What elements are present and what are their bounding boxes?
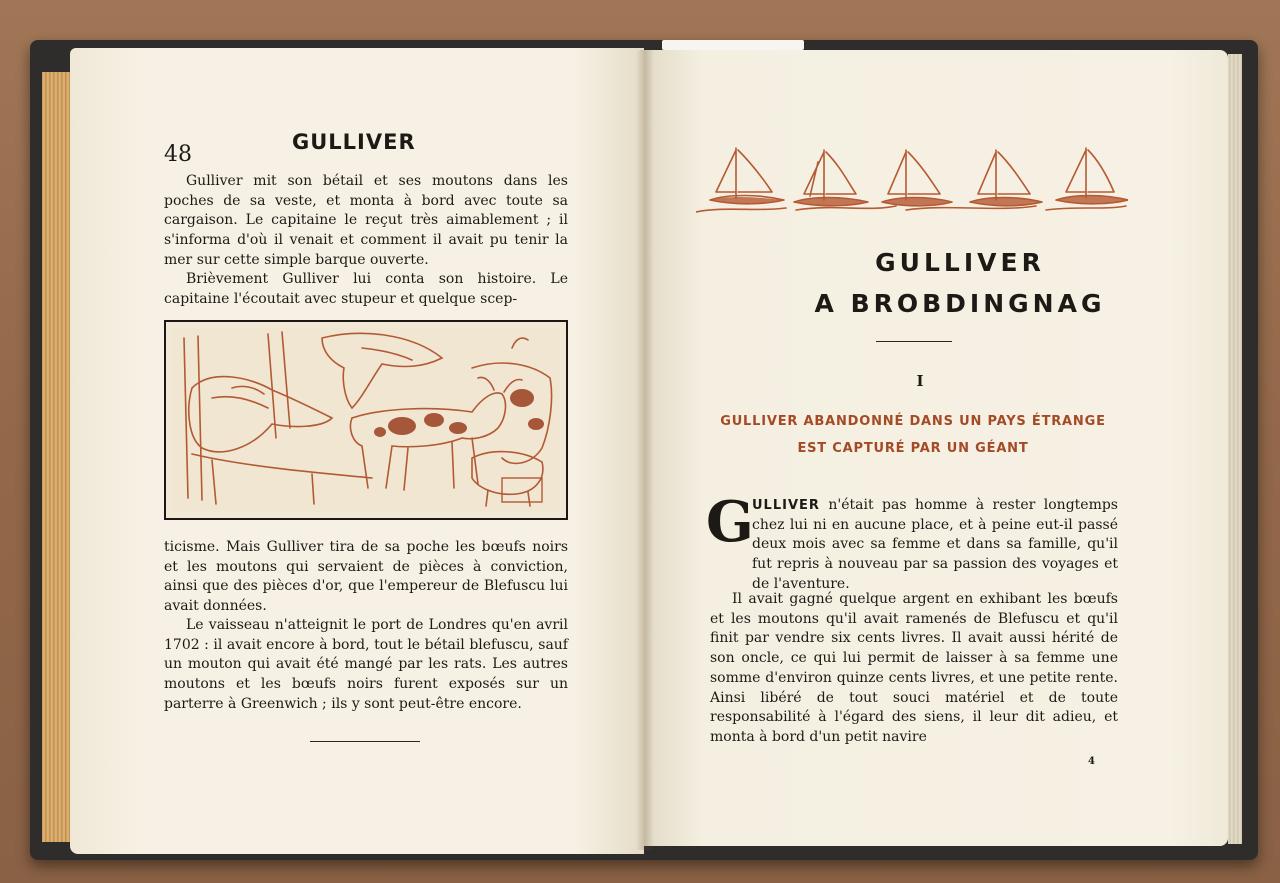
chapter-title-line-1: GULLIVER [875,248,1045,277]
page-number: 48 [164,142,192,167]
book-gutter [636,50,654,850]
chapter-subtitle-line-2: EST CAPTURÉ PAR UN GÉANT [797,441,1029,456]
illustration-hand-with-cattle-icon [172,328,560,512]
signature-mark: 4 [1088,756,1095,767]
left-paragraph-1: Gulliver mit son bétail et ses moutons dans les poches de sa veste, et monta à bord avec toute sa cargaison. Le capitaine le reçut très aimablement ; il s'informa d'où il venait et comment il avait pu tenir la mer sur cette simple barque ouverte. [164,173,568,268]
left-paragraph-2: Brièvement Gulliver lui conta son histoire. Le capitaine l'écoutait avec stupeur et quelque scep- [164,271,568,307]
bookmark-tab [662,40,804,50]
end-rule [310,741,420,742]
right-paragraph-1-text: n'était pas homme à rester longtemps chez lui ni en aucune place, et à peine eut-il passé deux mois avec sa femme et dans sa famille, qu'il fut repris à nouveau par sa passion des voyages et de l'aventure. [752,497,1118,592]
illustration [164,320,568,520]
sailboat-ornament-icon [696,140,1128,220]
running-head: GULLIVER [292,130,416,154]
left-paragraph-4: Le vaisseau n'atteignit le port de Londres qu'en avril 1702 : il avait encore à bord, tout le bétail blefuscu, sauf un mouton qui avait été mangé par les rats. Les autres moutons et les bœufs noirs furent exposés sur un parterre à Greenwich ; ils y sont peut-être encore. [164,617,568,712]
page-edges-right [1228,54,1242,844]
title-rule [876,341,952,342]
chapter-subtitle-line-1: GULLIVER ABANDONNÉ DANS UN PAYS ÉTRANGE [720,414,1106,429]
right-paragraph-2: Il avait gagné quelque argent en exhibant les bœufs et les moutons qu'il avait ramenés de Blefuscu et qu'il finit par vendre six cents livres. Il avait aussi hérité de son oncle, ce qui lui permit de laisser à sa femme une somme d'environ quinze cents livres, et une petite rente. Ainsi libéré de tout souci matériel et de toute responsabilité à l'égard des siens, il leur dit adieu, et monta à bord d'un petit navire [710,591,1118,745]
drop-cap: G [706,489,754,555]
right-paragraph-1-first-lines [752,496,1118,595]
chapter-title-line-2: A BROBDINGNAG [814,289,1106,318]
lead-word: ULLIVER [752,498,820,513]
chapter-number: I [916,372,924,390]
left-paragraph-3: ticisme. Mais Gulliver tira de sa poche les bœufs noirs et les moutons qui servaient de pièces à conviction, ainsi que des pièces d'or, que l'empereur de Blefuscu lui avait données. [164,539,568,615]
